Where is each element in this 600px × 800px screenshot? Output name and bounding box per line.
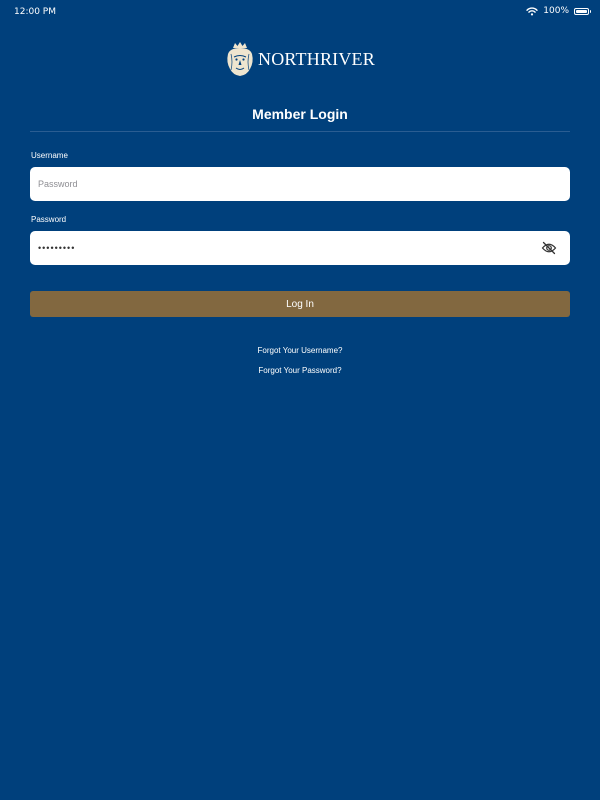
username-field-container xyxy=(30,167,570,201)
password-input[interactable] xyxy=(30,231,570,265)
brand-wordmark: NORTHRIVER xyxy=(258,49,375,69)
username-label: Username xyxy=(31,151,68,160)
login-button[interactable]: Log In xyxy=(30,291,570,317)
battery-percentage: 100% xyxy=(543,6,569,16)
eye-slash-icon[interactable] xyxy=(541,241,557,255)
title-divider xyxy=(30,131,570,132)
status-bar xyxy=(0,0,600,24)
forgot-password-link[interactable]: Forgot Your Password? xyxy=(258,366,342,375)
status-time: 12:00 PM xyxy=(14,7,56,17)
username-input[interactable] xyxy=(30,167,570,201)
page-title: Member Login xyxy=(252,106,348,122)
password-field-container xyxy=(30,231,570,265)
status-indicators xyxy=(526,6,589,16)
wifi-icon xyxy=(526,7,538,16)
forgot-username-link[interactable]: Forgot Your Username? xyxy=(257,346,343,355)
battery-icon xyxy=(574,8,589,15)
brand-logo xyxy=(0,40,600,78)
password-label: Password xyxy=(31,215,67,224)
lion-crest-icon xyxy=(225,40,255,78)
